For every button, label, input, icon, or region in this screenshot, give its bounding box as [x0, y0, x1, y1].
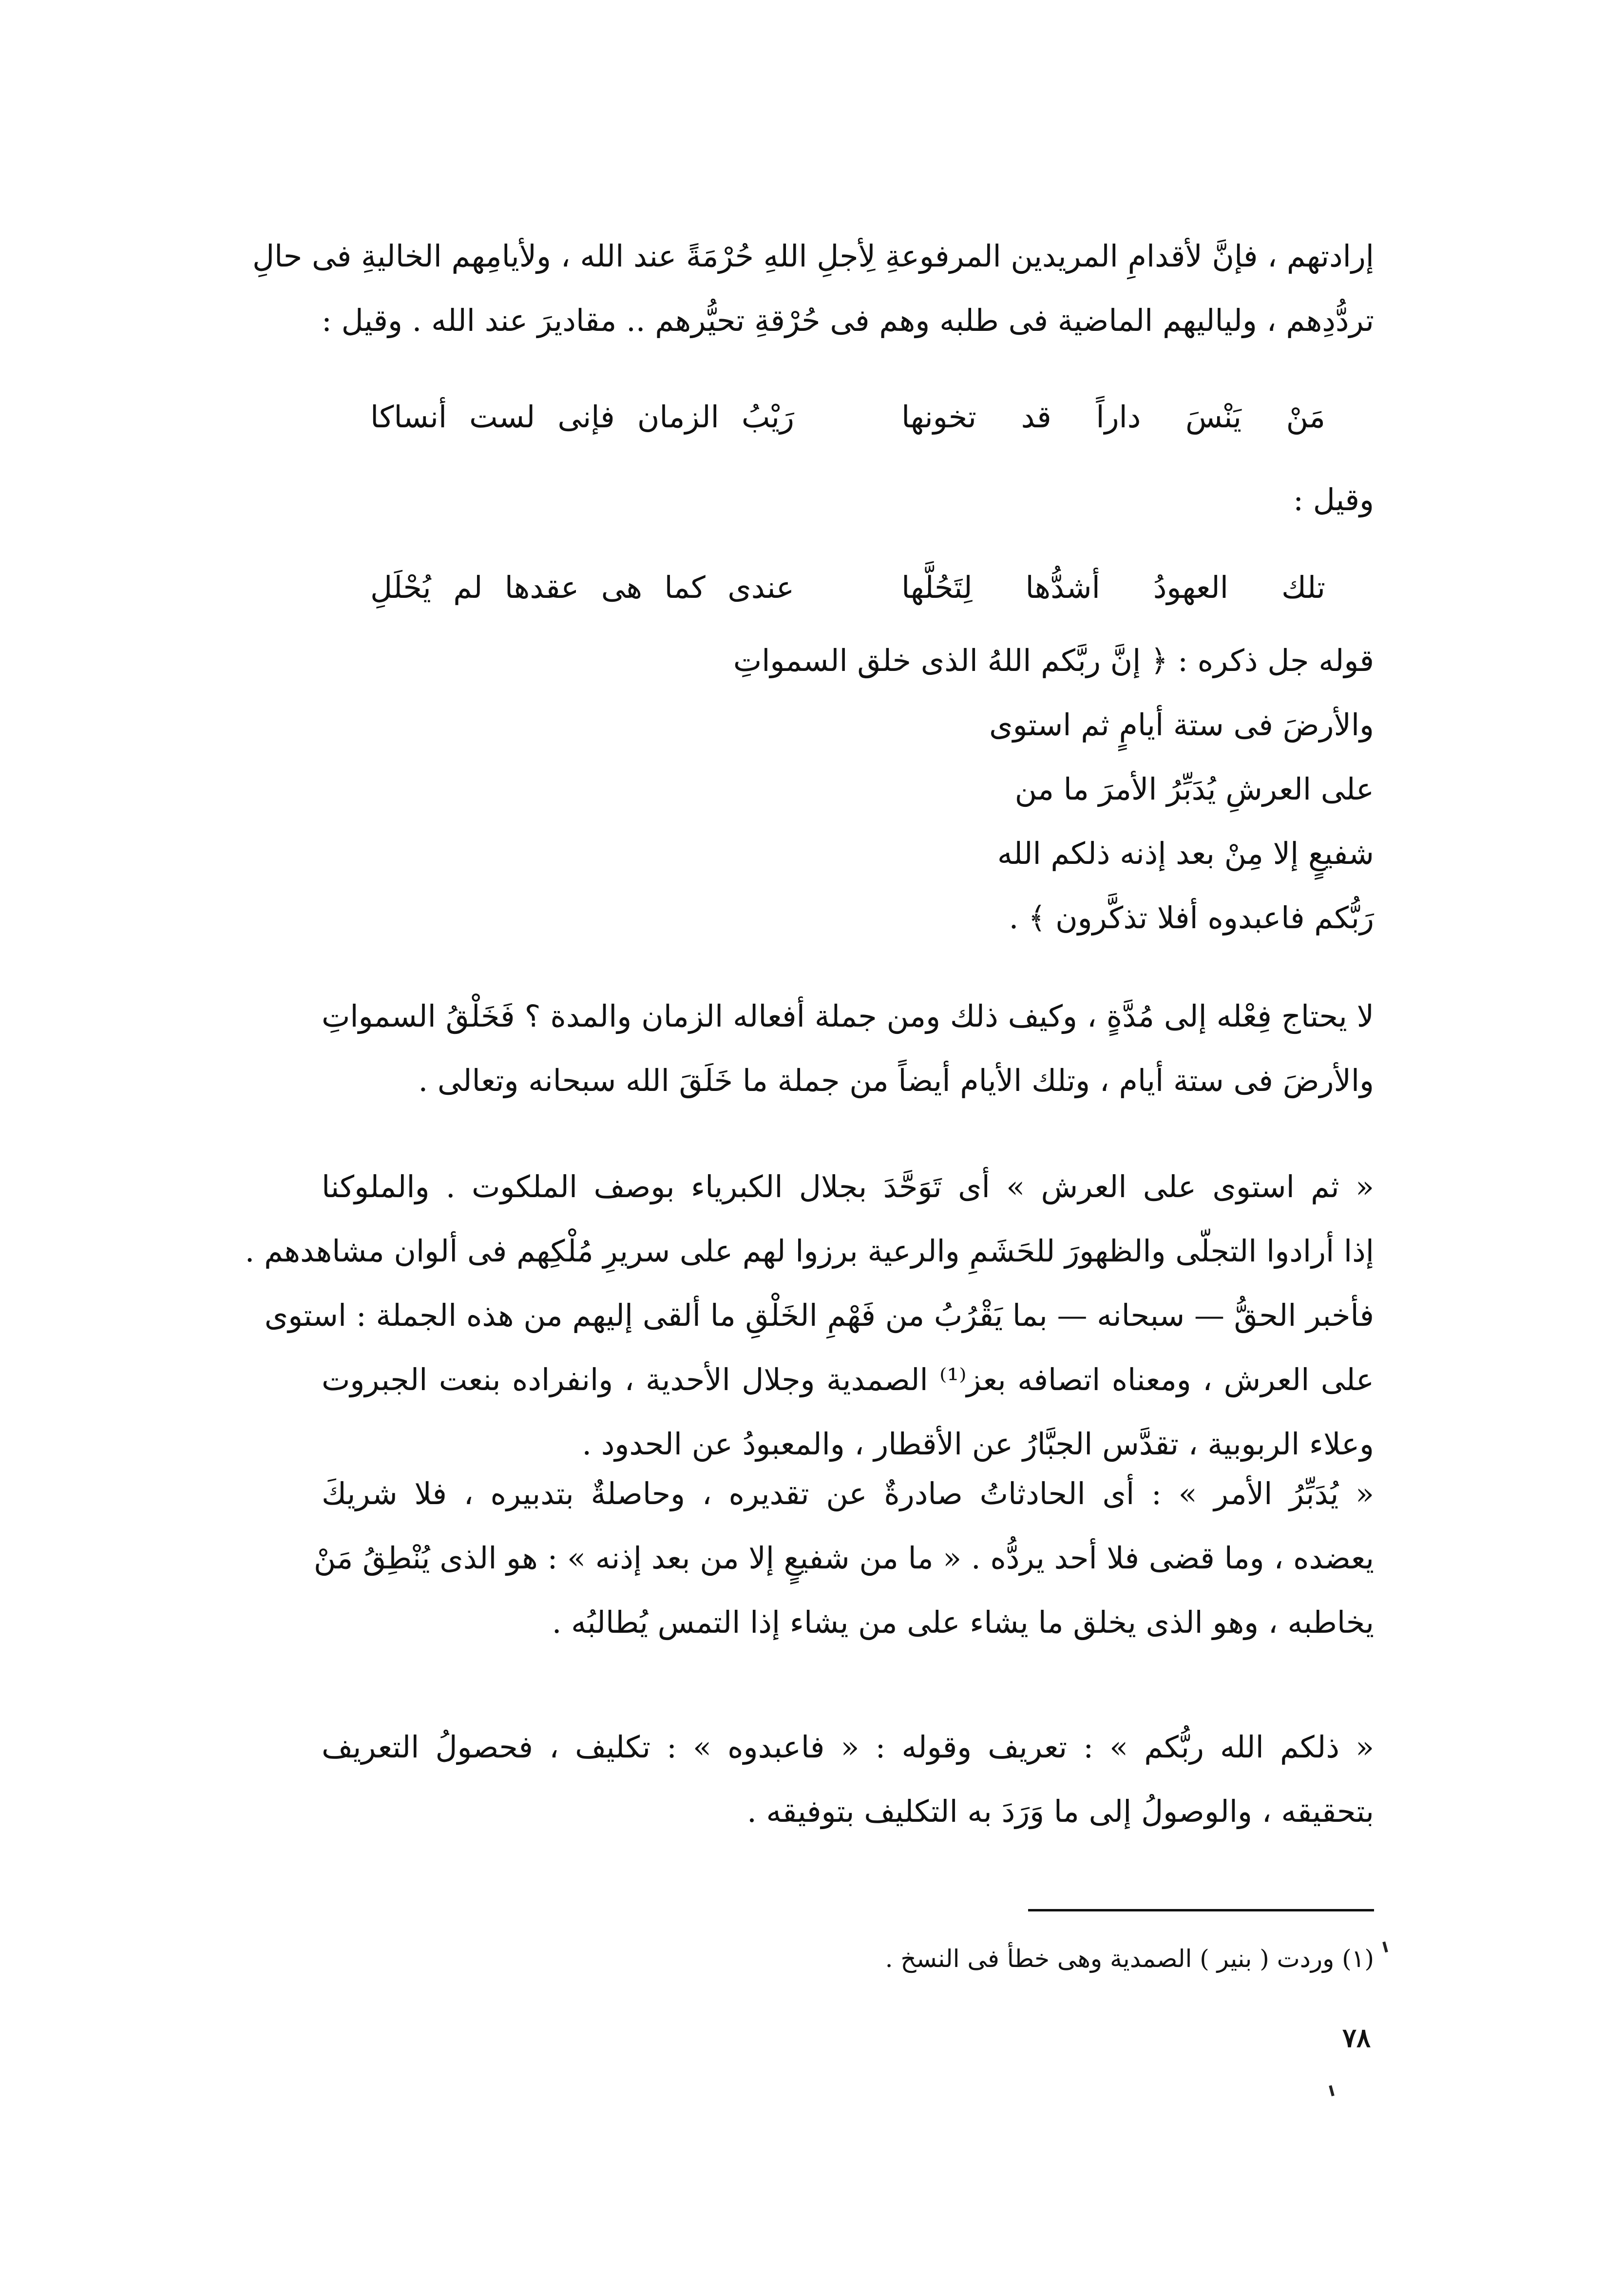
text-line: « ذلكم الله ربُّكم » : تعريف وقوله : « فاعبدوه » : تكليف ، فحصولُ التعريف	[322, 1729, 1374, 1765]
text-line: يخاطبه ، وهو الذى يخلق ما يشاء على من يشاء إذا التمس يُطالبُه .	[552, 1604, 1374, 1640]
quran-line: رَبُّكم فاعبدوه أفلا تذكَّرون ﴾ .	[1009, 900, 1374, 935]
text-line: « ثم استوى على العرش » أى تَوَحَّدَ بجلال الكبرياء بوصف الملكوت . والملوكنا	[322, 1169, 1374, 1204]
verse-intro-label: وقيل :	[1293, 482, 1374, 517]
page-number: ٧٨	[1342, 2022, 1371, 2053]
text-line: والأرضَ فى ستة أيام ، وتلك الأيام أيضاً من جملة ما خَلَقَ الله سبحانه وتعالى .	[418, 1063, 1374, 1098]
quran-line: قوله جل ذكره : ﴿ إنَّ ربَّكم اللهُ الذى خلق السمواتِ	[733, 643, 1374, 678]
verse-first-hemistich: مَنْ يَنْسَ داراً قد تخونها	[901, 399, 1325, 435]
text-line: تردُّدِهم ، ولياليهم الماضية فى طلبه وهم فى حُرْقةِ تحيُّرهم .. مقاديرَ عند الله . وقيل :	[322, 303, 1374, 338]
text-line: وعلاء الربوبية ، تقدَّس الجبَّارُ عن الأقطار ، والمعبودُ عن الحدود .	[582, 1426, 1374, 1462]
text-line: « يُدَبِّرُ الأمر » : أى الحادثاتُ صادرةٌ عن تقديره ، وحاصلةٌ بتدبيره ، فلا شريكَ	[322, 1476, 1374, 1511]
paragraph-3	[313, 1462, 1374, 1655]
quran-line: شفيعٍ إلا مِنْ بعد إذنه ذلكم الله	[997, 836, 1374, 871]
paragraph-2	[245, 1155, 1374, 1476]
verse-first-hemistich: تلك العهودُ أشدُّها لِتَحُلَّها	[901, 570, 1325, 605]
quran-line: على العرشِ يُدَبِّرُ الأمرَ ما من	[1014, 771, 1374, 807]
text-line: فأخبر الحقُّ — سبحانه — بما يَقْرُبُ من فَهْمِ الخَلْقِ ما ألقى إليهم من هذه الجملة : استوى	[264, 1298, 1374, 1333]
verse-second-hemistich: رَيْبُ الزمان فإنى لست أنساكا	[370, 399, 794, 435]
text-line: إذا أرادوا التجلّى والظهورَ للحَشَمِ والرعية برزوا لهم على سريرِ مُلْكِهم فى ألوان مشاهدهم .	[245, 1233, 1374, 1269]
paragraph-1	[322, 984, 1374, 1113]
text-line: يعضده ، وما قضى فلا أحد يردُّه . « ما من شفيعٍ إلا من بعد إذنه » : هو الذى يُنْطِقُ مَنْ	[313, 1540, 1374, 1576]
text-line: لا يحتاج فِعْله إلى مُدَّةٍ ، وكيف ذلك ومن جملة أفعاله الزمان والمدة ؟ فَخَلْقُ السمواتِ	[322, 998, 1374, 1034]
scan-speck	[1382, 1942, 1388, 1953]
paragraph-4	[322, 1715, 1374, 1844]
text-line: إرادتهم ، فإنَّ لأقدامِ المريدين المرفوعةِ لِأجلِ اللهِ حُرْمَةً عند الله ، ولأيامِهم الخاليةِ فى حالِ	[252, 238, 1374, 274]
quran-line: والأرضَ فى ستة أيامٍ ثم استوى	[989, 707, 1374, 743]
intro-paragraph	[252, 224, 1374, 353]
poetry-verse-1	[370, 385, 1325, 449]
footnote: (١) وردت ( بنير ) الصمدية وهى خطأ فى النسخ .	[885, 1945, 1374, 1973]
text-line: بتحقيقه ، والوصولُ إلى ما وَرَدَ به التكليف بتوفيقه .	[747, 1794, 1374, 1829]
scan-speck	[1329, 2085, 1334, 2097]
poetry-verse-2	[370, 555, 1325, 620]
verse-second-hemistich: عندى كما هى عقدها لم يُحْلَلِ	[370, 570, 794, 605]
quran-quote-block	[733, 629, 1374, 950]
footnote-divider	[1028, 1909, 1374, 1911]
text-line: على العرش ، ومعناه اتصافه بعز⁽¹⁾ الصمدية وجلال الأحدية ، وانفراده بنعت الجبروت	[322, 1362, 1374, 1397]
